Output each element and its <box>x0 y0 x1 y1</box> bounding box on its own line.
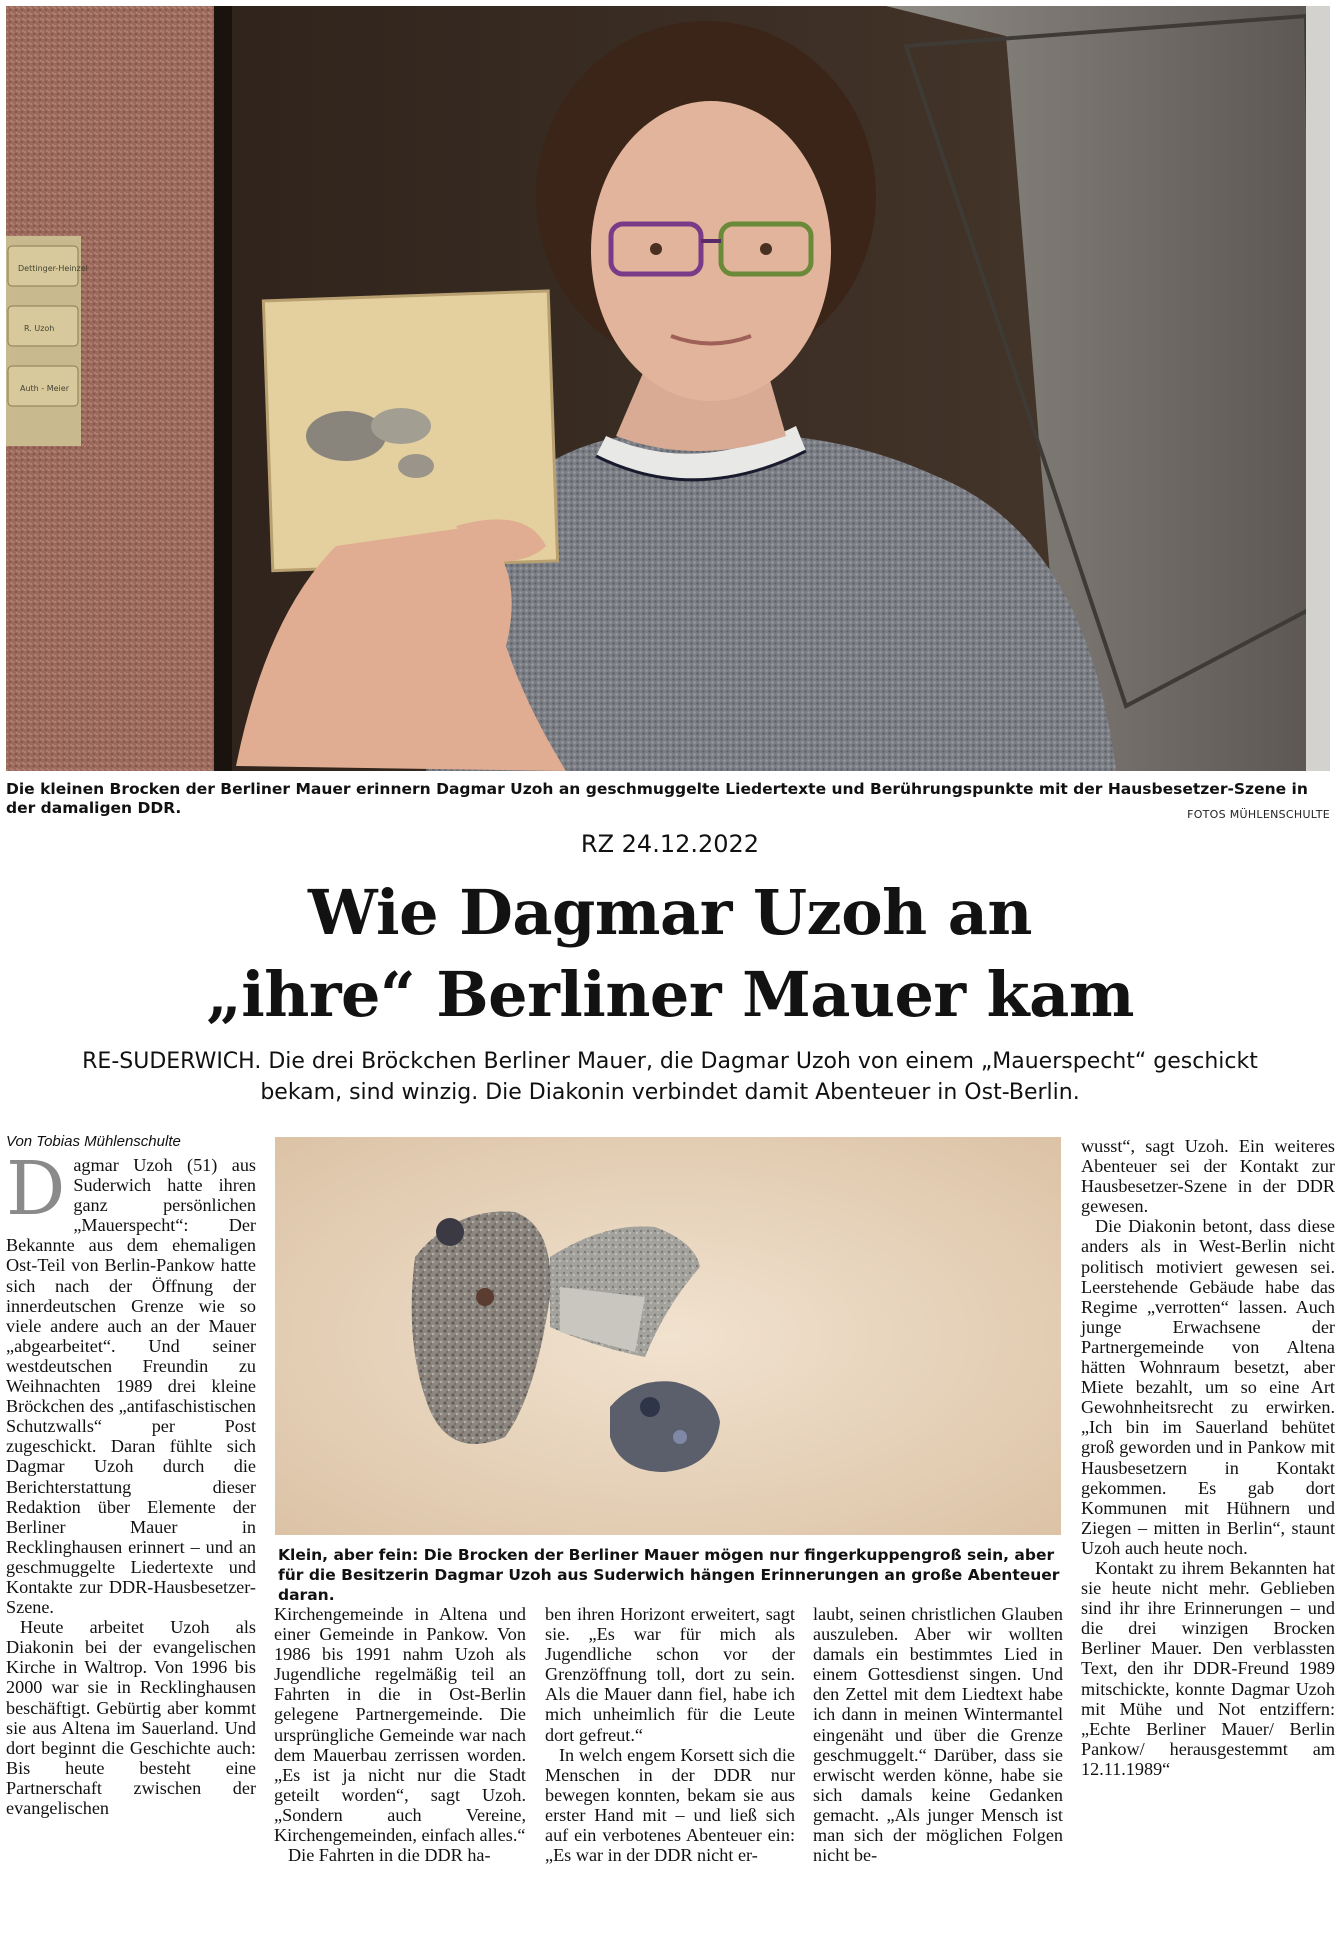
col4-paragraph-1: laubt, seinen christlichen Glauben auszuleben. Aber wir wollten damals ein bestimmtes Lied in einem Gottesdienst singen. Und den Zettel mit dem Liedtext habe ich dann in meinen Wintermantel eingenäht und über die Grenze geschmuggelt.“ Darüber, dass sie erwischt werden könne, habe sie sich damals keine Gedanken gemacht. „Als junger Mensch ist man sich der möglichen Folgen nicht be- <box>813 1604 1063 1866</box>
lead-place: RE-SUDERWICH. <box>82 1049 262 1074</box>
wall-pieces-image <box>275 1137 1061 1535</box>
headline <box>0 872 1340 1036</box>
colR-paragraph-3: Kontakt zu ihrem Bekannten hat sie heute nicht mehr. Geblieben sind ihr ihre Erinnerungen – und die drei winzigen Brocken Berliner Mauer. Den verblassten Text, den ihr DDR-Freund 1989 mitschickte, konnte Dagmar Uzoh mit Mühe und Not entziffern: „Echte Berliner Mauer/ Berlin Pankow/ herausgestemmt am 12.11.1989“ <box>1081 1557 1335 1779</box>
column-1 <box>6 1132 256 1818</box>
lead-text: Die drei Bröckchen Berliner Mauer, die Dagmar Uzoh von einem „Mauerspecht“ geschickt bekam, sind winzig. Die Diakonin verbindet damit Abenteuer in Ost-Berlin. <box>260 1049 1258 1105</box>
svg-text:R. Uzoh: R. Uzoh <box>24 324 55 333</box>
lead-paragraph <box>60 1046 1280 1108</box>
col2-paragraph-1: Kirchengemeinde in Altena und einer Gemeinde in Pankow. Von 1986 bis 1991 nahm Uzoh als Jugendliche regelmäßig teil an Fahrten in die in Ost-Berlin gelegene Partnergemeinde. Die ursprüngliche Gemeinde war nach dem Mauerbau zerrissen worden. „Es ist ja nicht nur die Stadt geteilt worden“, sagt Uzoh. „Sondern auch Vereine, Kirchengemeinden, einfach alles.“ <box>274 1604 526 1846</box>
top-photo <box>6 6 1330 771</box>
col1-paragraph-1: agmar Uzoh (51) aus Suderwich hatte ihren ganz persönlichen „Mauerspecht“: Der Bekannte aus dem ehemaligen Ost-Teil von Berlin-Pankow hatte sich nach der Öffnung der innerdeutschen Grenze wie so viele andere auch an der Mauer „abgearbeitet“. Und seiner westdeutschen Freundin zu Weihnachten 1989 drei kleine Bröckchen des „antifaschistischen Schutzwalls“ per Post zugeschickt. Daran fühlte sich Dagmar Uzoh durch die Berichterstattung dieser Redaktion über Elemente der Berliner Mauer in Recklinghausen erinnert – und an geschmuggelte Liedertexte und Kontakte zur DDR-Hausbesetzer-Szene. <box>6 1155 256 1618</box>
col2-paragraph-2: Die Fahrten in die DDR ha- <box>288 1845 491 1866</box>
col3-paragraph-1: ben ihren Horizont erweitert, sagt sie. „Es war für mich als Jugendliche schon vor der Grenzöffnung toll, dort zu sein. Als die Mauer dann fiel, habe ich mich unheimlich für die Leute dort gefreut.“ <box>545 1604 795 1745</box>
column-3 <box>545 1604 795 1865</box>
column-4 <box>813 1604 1063 1865</box>
mid-photo-caption: Klein, aber fein: Die Brocken der Berliner Mauer mögen nur fingerkuppengroß sein, aber für die Besitzerin Dagmar Uzoh aus Suderwich hängen Erinnerungen an große Abenteuer daran. <box>278 1546 1060 1604</box>
headline-line-2: „ihre“ Berliner Mauer kam <box>206 958 1134 1031</box>
top-photo-caption: Die kleinen Brocken der Berliner Mauer erinnern Dagmar Uzoh an geschmuggelte Liedertexte und Berührungspunkte mit der Hausbesetzer-Szene in der damaligen DDR. <box>6 780 1308 817</box>
date-line: RZ 24.12.2022 <box>580 830 760 858</box>
colR-paragraph-2: Die Diakonin betont, dass diese anders als in West-Berlin nicht politisch motiviert gewesen sei. Leerstehende Gebäude habe das Regime „verrotten“ lassen. Auch junge Erwachsene der Partnergemeinde von Altena hätten Wohnraum besetzt, aber Miete bezahlt, um so eine Art Gewohnheitsrecht zu erwirken. „Ich bin im Sauerland behütet groß geworden und in Pankow mit Hausbesetzern in Kontakt gekommen. Es gab dort Kommunen mit Hühnern und Ziegen – mitten in Berlin“, staunt Uzoh auch heute noch. <box>1081 1216 1335 1558</box>
woman-holding-wall-pieces-image <box>6 6 1330 771</box>
headline-line-1: Wie Dagmar Uzoh an <box>308 876 1032 949</box>
svg-text:Dettinger-Heinzel: Dettinger-Heinzel <box>18 264 88 273</box>
drop-cap: D <box>6 1146 66 1232</box>
photo-credit: FOTOS MÜHLENSCHULTE <box>1187 808 1330 821</box>
col3-paragraph-2: In welch engem Korsett sich die Menschen in der DDR nur bewegen konnten, bekam sie aus erster Hand mit – und ließ sich auf ein verbotenes Abenteuer ein: „Es war in der DDR nicht er- <box>545 1744 795 1866</box>
byline: Von Tobias Mühlenschulte <box>6 1133 181 1150</box>
col1-paragraph-2: Heute arbeitet Uzoh als Diakonin bei der evangelischen Kirche in Waltrop. Von 1996 bis 2000 war sie in Recklinghausen beschäftigt. Gebürtig aber kommt sie aus Altena im Sauerland. Und dort beginnt die Geschichte auch: Bis heute besteht eine Partnerschaft zwischen der evangelischen <box>6 1617 256 1818</box>
svg-text:Auth - Meier: Auth - Meier <box>20 384 69 393</box>
mid-photo <box>275 1137 1061 1535</box>
column-2 <box>274 1604 526 1865</box>
column-right <box>1081 1136 1335 1779</box>
colR-paragraph-1: wusst“, sagt Uzoh. Ein weiteres Abenteuer sei der Kontakt zur Hausbesetzer-Szene in der DDR gewesen. <box>1081 1136 1335 1217</box>
